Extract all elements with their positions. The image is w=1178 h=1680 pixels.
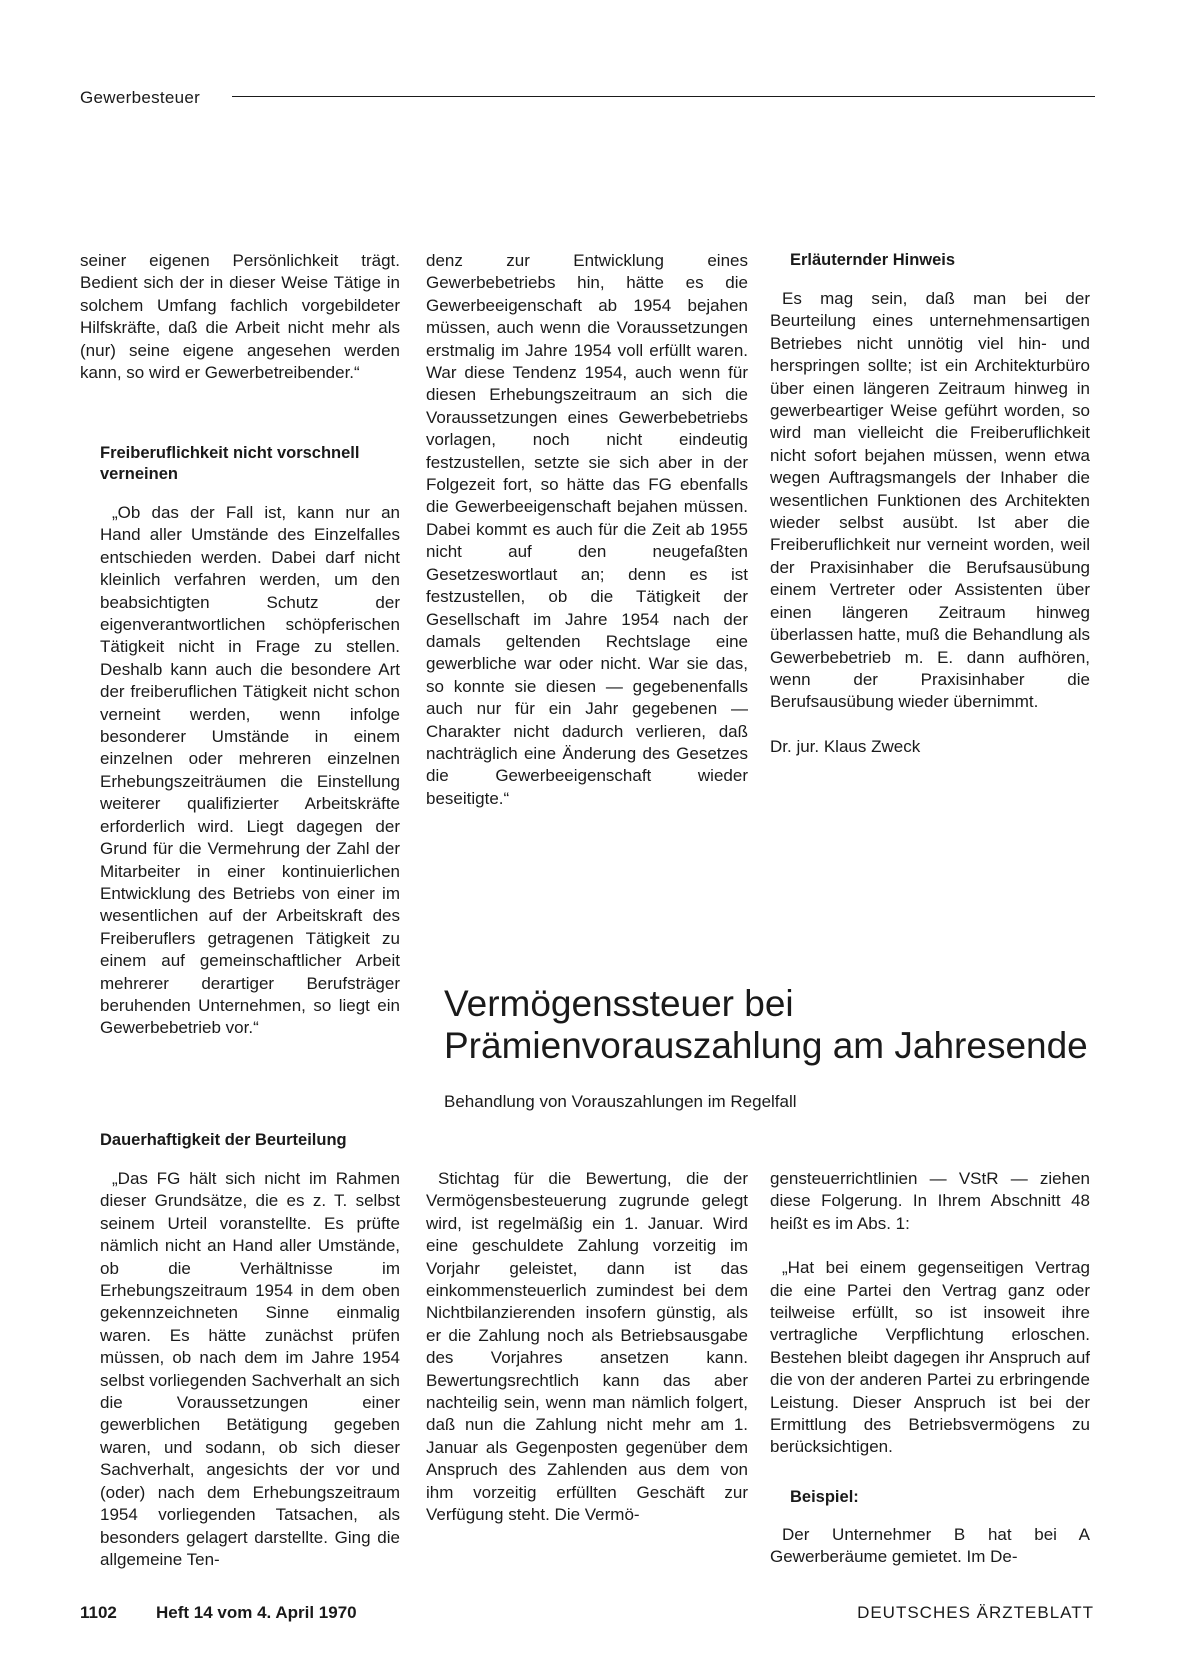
column-1-section-1 [100, 443, 400, 1040]
section-heading: Freiberuflichkeit nicht vorschnell verneinen [100, 444, 360, 483]
article-title [444, 983, 1104, 1067]
author-signature: Dr. jur. Klaus Zweck [770, 736, 921, 756]
quote-paragraph: „Hat bei einem gegenseitigen Vertrag die eine Partei den Vertrag ganz oder teilweise erfüllt, so ist insoweit ihre vertragliche Verpflichtung erloschen. Bestehen bleibt dagegen ihr Anspruch auf die von der anderen Partei zu erbringende Leistung. Dieser Anspruch ist bei der Ermittlung des Betriebsvermögens zu berücksichtigen. [770, 1258, 1090, 1457]
section-heading: Dauerhaftigkeit der Beurteilung [100, 1131, 347, 1149]
column-2-top [426, 250, 748, 810]
header-rule [232, 96, 1095, 97]
paragraph: seiner eigenen Persönlichkeit trägt. Bedient sich der in dieser Weise Tätige in solchem Umfang fachlich vorgebildeter Hilfskräfte, daß die Arbeit nicht mehr als (nur) seine eigene angesehen werden kann, so wird er Gewerbetreibender.“ [80, 251, 400, 383]
article-title-line: Vermögenssteuer bei [444, 983, 794, 1024]
page-number: 1102 [80, 1603, 117, 1622]
paragraph: „Das FG hält sich nicht im Rahmen dieser Grundsätze, die es z. T. selbst seinem Urteil voranstellte. Es prüfte nämlich nicht an Hand aller Umstände, ob die Verhältnisse im Erhebungszeitraum 1954 in dem oben gekennzeichneten Sinne einmalig waren. Es hätte zunächst prüfen müssen, ob nach dem im Jahre 1954 selbst vorliegenden Sachverhalt an sich die Voraussetzungen einer gewerblichen Betätigung gegeben waren, und sodann, ob sich dieser Sachverhalt, angesichts der vor und (oder) nach dem Erhebungszeitraum 1954 vorliegenden Tatsachen, als besonders gelagert darstellte. Ging die allgemeine Ten- [100, 1169, 400, 1569]
running-header: Gewerbesteuer [80, 88, 201, 107]
issue-info: Heft 14 vom 4. April 1970 [156, 1603, 357, 1622]
article-column-1 [426, 1168, 748, 1527]
column-1-section-2 [100, 1130, 400, 1571]
section-heading: Erläuternder Hinweis [790, 251, 956, 269]
paragraph: Es mag sein, daß man bei der Beurteilung eines unternehmensartigen Betriebes nicht unnötig viel hin- und herspringen sollte; ist ein Architekturbüro über einen längeren Zeitraum hinweg in gewerbeartiger Weise geführt worden, so wird man vielleicht die Freiberuflichkeit nicht sofort bejahen müssen, wenn etwa wegen Auftragsmangels der Inhaber die wesentlichen Funktionen des Architekten wieder selbst ausübt. Ist aber die Freiberuflichkeit nur verneint worden, weil der Praxisinhaber die Berufsausübung einem Vertreter oder Assistenten über einen längeren Zeitraum hinweg überlassen hatte, muß die Behandlung als Gewerbebetrieb m. E. dann aufhören, wenn der Praxisinhaber die Berufsausübung wieder übernimmt. [770, 289, 1090, 712]
column-1-top [80, 250, 400, 384]
paragraph: Der Unternehmer B hat bei A Gewerberäume gemietet. Im De- [770, 1524, 1090, 1567]
paragraph: denz zur Entwicklung eines Gewerbebetriebs hin, hätte es die Gewerbeeigenschaft ab 1954 bejahen müssen, auch wenn die Voraussetzungen erstmalig im Jahre 1954 voll erfüllt waren. War diese Tendenz 1954, auch wenn für diesen Erhebungszeitraum an sich die Voraussetzungen eines Gewerbebetriebs vorlagen, noch nicht eindeutig festzustellen, setzte sie sich aber in der Folgezeit fort, so hätte das FG ebenfalls die Gewerbeeigenschaft bejahen müssen. Dabei kommt es auch für die Zeit ab 1955 nicht auf den neugefaßten Gesetzeswortlaut an; denn es ist festzustellen, ob die Tätigkeit der Gesellschaft im Jahre 1954 nach der damals geltenden Rechtslage eine gewerbliche war oder nicht. War sie das, so konnte sie diesen — gegebenenfalls auch nur für ein Jahr gegebenen — Charakter nicht dadurch verlieren, daß nachträglich eine Änderung des Gesetzes die Gewerbeeigenschaft wieder beseitigte.“ [426, 251, 748, 808]
article-subtitle: Behandlung von Vorauszahlungen im Regelfall [444, 1092, 797, 1111]
paragraph: „Ob das der Fall ist, kann nur an Hand aller Umstände des Einzelfalles entschieden werden. Dabei darf nicht kleinlich verfahren werden, um den beabsichtigten Schutz der eigenverantwortlichen schöpferischen Tätigkeit nicht in Frage zu stellen. Deshalb kann auch die besondere Art der freiberuflichen Tätigkeit nicht schon verneint werden, wenn infolge besonderer Umstände in einem einzelnen oder mehreren einzelnen Erhebungszeiträumen die Einstellung weiterer qualifizierter Arbeitskräfte erforderlich wird. Liegt dagegen der Grund für die Vermehrung der Zahl der Mitarbeiter in einer kontinuierlichen Entwicklung des Betriebs von einer im wesentlichen auf der Arbeitskraft des Freiberuflers getragenen Tätigkeit zu einem auf gemeinschaftlicher Arbeit mehrerer derartiger Berufsträger beruhenden Unternehmen, so liegt ein Gewerbebetrieb vor.“ [100, 503, 400, 1038]
column-3-top [770, 250, 1090, 758]
paragraph: gensteuerrichtlinien — VStR — ziehen diese Folgerung. In Ihrem Abschnitt 48 heißt es im Abs. 1: [770, 1169, 1090, 1233]
article-column-2 [770, 1168, 1090, 1569]
paragraph: Stichtag für die Bewertung, die der Vermögensbesteuerung zugrunde gelegt wird, ist regelmäßig ein 1. Januar. Wird eine geschuldete Zahlung vorzeitig im Vorjahr geleistet, dann ist das einkommensteuerlich zumindest bei dem Nichtbilanzierenden insofern günstig, als er die Zahlung noch als Betriebsausgabe des Vorjahres ansetzen kann. Bewertungsrechtlich kann das aber nachteilig sein, wenn man nämlich folgert, daß nun die Zahlung nicht mehr am 1. Januar als Gegenposten gegenüber dem Anspruch des Zahlenden aus dem von ihm vorzeitig erfüllten Geschäft zur Verfügung steht. Die Vermö- [426, 1169, 748, 1525]
section-heading: Beispiel: [790, 1487, 859, 1506]
journal-name: DEUTSCHES ÄRZTEBLATT [857, 1603, 1094, 1622]
article-title-line: Prämienvorauszahlung am Jahresende [444, 1025, 1088, 1066]
